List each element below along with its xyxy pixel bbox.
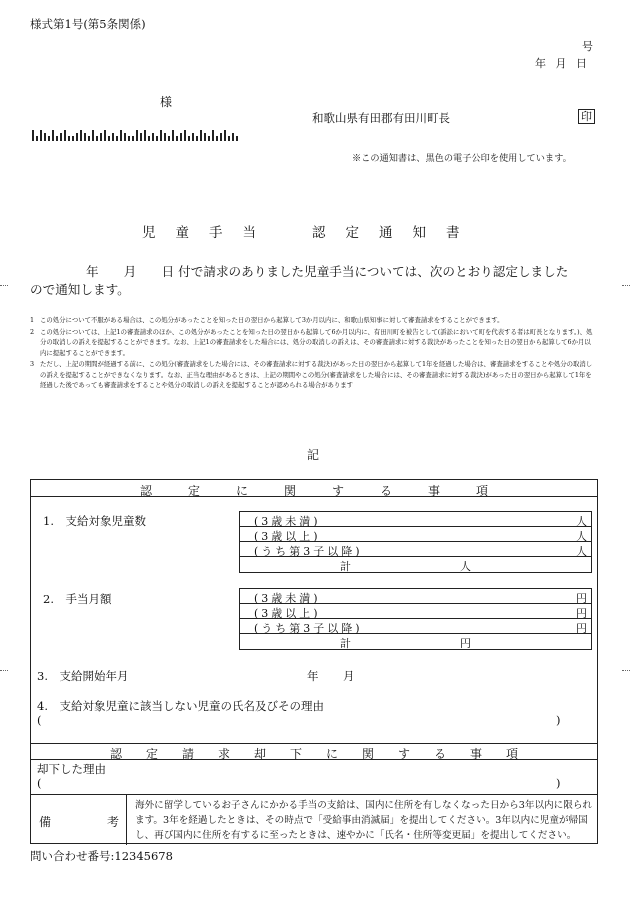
title-char: 書: [446, 225, 460, 241]
fold-mark: [622, 285, 630, 286]
barcode-bar: [108, 136, 110, 141]
customer-barcode: [32, 130, 250, 141]
barcode-bar: [48, 136, 50, 141]
barcode-bar: [172, 130, 174, 141]
barcode-bar: [196, 136, 198, 141]
barcode-bar: [224, 130, 226, 141]
barcode-bar: [112, 133, 114, 141]
barcode-bar: [104, 130, 106, 141]
barcode-bar: [204, 133, 206, 141]
barcode-bar: [68, 136, 70, 141]
table-row-total: 計 人: [340, 560, 471, 573]
fold-mark: [0, 670, 8, 671]
barcode-bar: [96, 136, 98, 141]
item-ineligible-children-label: 4. 支給対象児童に該当しない児童の氏名及びその理由: [37, 699, 324, 713]
barcode-bar: [152, 133, 154, 141]
title-char: 児: [142, 225, 156, 241]
barcode-bar: [188, 136, 190, 141]
barcode-bar: [128, 136, 130, 141]
barcode-bar: [64, 130, 66, 141]
barcode-bar: [156, 136, 158, 141]
barcode-bar: [144, 130, 146, 141]
note-item: 2 この処分については、上記1の審査請求のほか、この処分があったことを知った日の翌日から起算して6か月以内に、有田川町を被告として(訴訟において町を代表する者は町長となります。)、処分の取消しの訴えを提起することができます。なお、上記1の審査請求をした場合には、処分の取消しの訴えは、その審査請求に対する裁決があったことを知った日の翌日から起算して6か月以内に提起することができます。: [30, 327, 593, 357]
item-monthly-amount-label: 2. 手当月額: [43, 592, 112, 606]
title-char: 定: [345, 225, 359, 241]
fold-mark: [0, 285, 8, 286]
table-row: (3歳未満) 人: [240, 512, 591, 527]
open-paren: (: [37, 713, 42, 727]
barcode-bar: [52, 130, 54, 141]
title-char: 当: [242, 225, 256, 241]
barcode-bar: [148, 136, 150, 141]
ki-mark: 記: [307, 448, 320, 462]
barcode-bar: [92, 130, 94, 141]
issuer-name: 和歌山県有田郡有田川町長: [312, 111, 450, 125]
inquiry-number: 問い合わせ番号:12345678: [30, 849, 173, 863]
barcode-bar: [116, 136, 118, 141]
remarks-label: 備 考: [31, 795, 127, 845]
remarks-section: [31, 794, 597, 845]
item-child-count-label: 1. 支給対象児童数: [43, 514, 146, 528]
document-title: [142, 221, 460, 241]
title-char: 手: [209, 225, 223, 241]
barcode-bar: [208, 136, 210, 141]
barcode-bar: [136, 130, 138, 141]
barcode-bar: [232, 133, 234, 141]
barcode-bar: [212, 130, 214, 141]
table-row: (3歳以上) 人: [240, 527, 591, 542]
barcode-bar: [80, 130, 82, 141]
barcode-bar: [184, 130, 186, 141]
barcode-bar: [56, 136, 58, 141]
barcode-bar: [40, 130, 42, 141]
barcode-bar: [228, 136, 230, 141]
barcode-bar: [216, 136, 218, 141]
table-row-total: 計 円: [340, 637, 471, 650]
appeal-notes: [30, 315, 595, 391]
intro-line-2: ので通知します。: [30, 282, 130, 297]
remarks-text: 海外に留学しているお子さんにかかる手当の支給は、国内に住所を有しなくなった日から3年以内に限られます。3年を経過したときは、その時点で「受給事由消滅届」を提出してください。3年以内に児童が帰国し、再び国内に住所を有するに至ったときは、速やかに「氏名・住所等変更届」を提出してください。: [135, 800, 593, 841]
official-seal: 印: [578, 109, 595, 124]
addressee-suffix: 様: [160, 95, 173, 109]
barcode-bar: [192, 133, 194, 141]
child-count-table: [239, 511, 592, 573]
monthly-amount-table: [239, 588, 592, 650]
title-char: 認: [312, 225, 326, 241]
barcode-bar: [44, 133, 46, 141]
table-row: (うち第3子以降) 円: [240, 619, 591, 634]
note-item: 3 ただし、上記の期間が経過する前に、この処分(審査請求をした場合には、その審査請求に対する裁決)があった日の翌日から起算して1年を経過した場合は、審査請求をすることや処分の取消しの訴えを提起することができなくなります。なお、正当な理由があるときは、上記の期間やこの処分(審査請求をした場合には、その審査請求に対する裁決)があった日の翌日から起算して1年を経過した後であっても審査請求をすることや処分の取消しの訴えを提起することが認められる場合があります: [30, 360, 593, 389]
open-paren: (: [37, 776, 42, 790]
date-label: 年 月 日: [535, 57, 587, 70]
rejection-reason-label: 却下した理由: [37, 762, 106, 776]
barcode-bar: [32, 130, 34, 141]
barcode-bar: [76, 133, 78, 141]
barcode-bar: [160, 130, 162, 141]
title-char: 知: [412, 225, 426, 241]
barcode-bar: [168, 136, 170, 141]
certification-table: [30, 479, 598, 844]
barcode-bar: [72, 136, 74, 141]
item-start-month-label: 3. 支給開始年月: [37, 669, 129, 683]
barcode-bar: [120, 130, 122, 141]
intro-line-1: 年 月 日 付で請求のありました児童手当については、次のとおり認定しました: [86, 264, 569, 279]
barcode-bar: [140, 133, 142, 141]
start-year-label: 年: [307, 669, 319, 683]
start-month-label: 月: [343, 669, 355, 683]
form-number: 様式第1号(第5条関係): [30, 17, 146, 31]
barcode-bar: [164, 133, 166, 141]
barcode-bar: [84, 133, 86, 141]
document-number-label: 号: [582, 40, 593, 53]
barcode-bar: [176, 136, 178, 141]
fold-mark: [622, 670, 630, 671]
barcode-bar: [220, 133, 222, 141]
barcode-bar: [132, 136, 134, 141]
seal-note: ※この通知書は、黒色の電子公印を使用しています。: [352, 153, 572, 164]
section-heading-rejection: 認 定 請 求 却 下 に 関 す る 事 項: [109, 747, 518, 761]
barcode-bar: [88, 136, 90, 141]
note-item: 1 この処分について不服がある場合は、この処分があったことを知った日の翌日から起算して3か月以内に、和歌山県知事に対して審査請求をすることができます。: [30, 316, 504, 324]
barcode-bar: [124, 133, 126, 141]
table-row: (うち第3子以降) 人: [240, 542, 591, 557]
barcode-bar: [180, 133, 182, 141]
title-char: 童: [175, 225, 189, 241]
close-paren: ): [556, 713, 561, 727]
barcode-bar: [36, 136, 38, 141]
title-char: 通: [379, 225, 393, 241]
section-heading-certification: 認 定 に 関 す る 事 項: [139, 484, 488, 498]
barcode-bar: [60, 133, 62, 141]
close-paren: ): [556, 776, 561, 790]
barcode-bar: [200, 130, 202, 141]
barcode-bar: [236, 136, 238, 141]
table-row: (3歳未満) 円: [240, 589, 591, 604]
table-row: (3歳以上) 円: [240, 604, 591, 619]
barcode-bar: [100, 133, 102, 141]
